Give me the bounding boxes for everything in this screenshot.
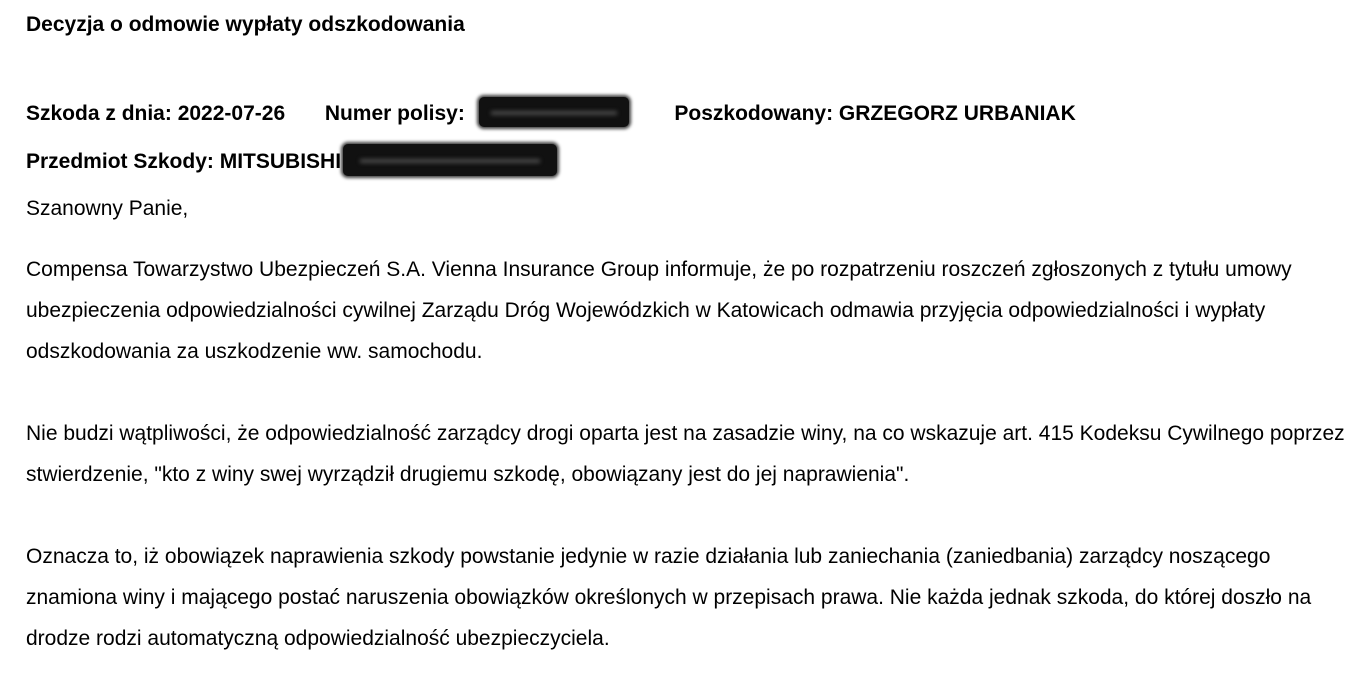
greeting: Szanowny Panie,	[26, 197, 189, 220]
injured-party-name: GRZEGORZ URBANIAK	[838, 102, 1076, 125]
document-title: Decyzja o odmowie wypłaty odszkodowania	[26, 13, 465, 36]
claim-date-label: Szkoda z dnia:	[26, 102, 172, 125]
claim-subject-value: MITSUBISHI	[219, 150, 342, 173]
body-paragraph-1: Compensa Towarzystwo Ubezpieczeń S.A. Vienna Insurance Group informuje, że po rozpatrzeniu roszczeń zgłoszonych z tytułu umowy ubezpieczenia odpowiedzialności cywilnej Zarządu Dróg Wojewódzkich w Katowicach odmawia przyjęcia odpowiedzialności i wypłaty odszkodowania za uszkodzenie ww. samochodu.	[26, 258, 1292, 363]
policy-number-label: Numer polisy:	[324, 102, 465, 125]
claim-subject-line	[26, 147, 557, 177]
body-paragraph-2: Nie budzi wątpliwości, że odpowiedzialność zarządcy drogi oparta jest na zasadzie winy, na co wskazuje art. 415 Kodeksu Cywilnego poprzez stwierdzenie, "kto z winy swej wyrządził drugiemu szkodę, obowiązany jest do jej naprawienia".	[26, 422, 1345, 486]
claim-date-value: 2022-07-26	[177, 102, 286, 125]
injured-party-label: Poszkodowany:	[674, 102, 834, 125]
claim-subject-label: Przedmiot Szkody:	[26, 150, 214, 173]
claim-details-line	[26, 99, 1076, 129]
body-paragraph-3: Oznacza to, iż obowiązek naprawienia szkody powstanie jedynie w razie działania lub zaniechania (zaniedbania) zarządcy noszącego znamiona winy i mającego postać naruszenia obowiązków określonych w przepisach prawa. Nie każda jednak szkoda, do której doszło na drodze rodzi automatyczną odpowiedzialność ubezpieczyciela.	[26, 545, 1312, 650]
redacted-vehicle-details	[343, 144, 557, 176]
redacted-policy-number	[479, 97, 629, 127]
